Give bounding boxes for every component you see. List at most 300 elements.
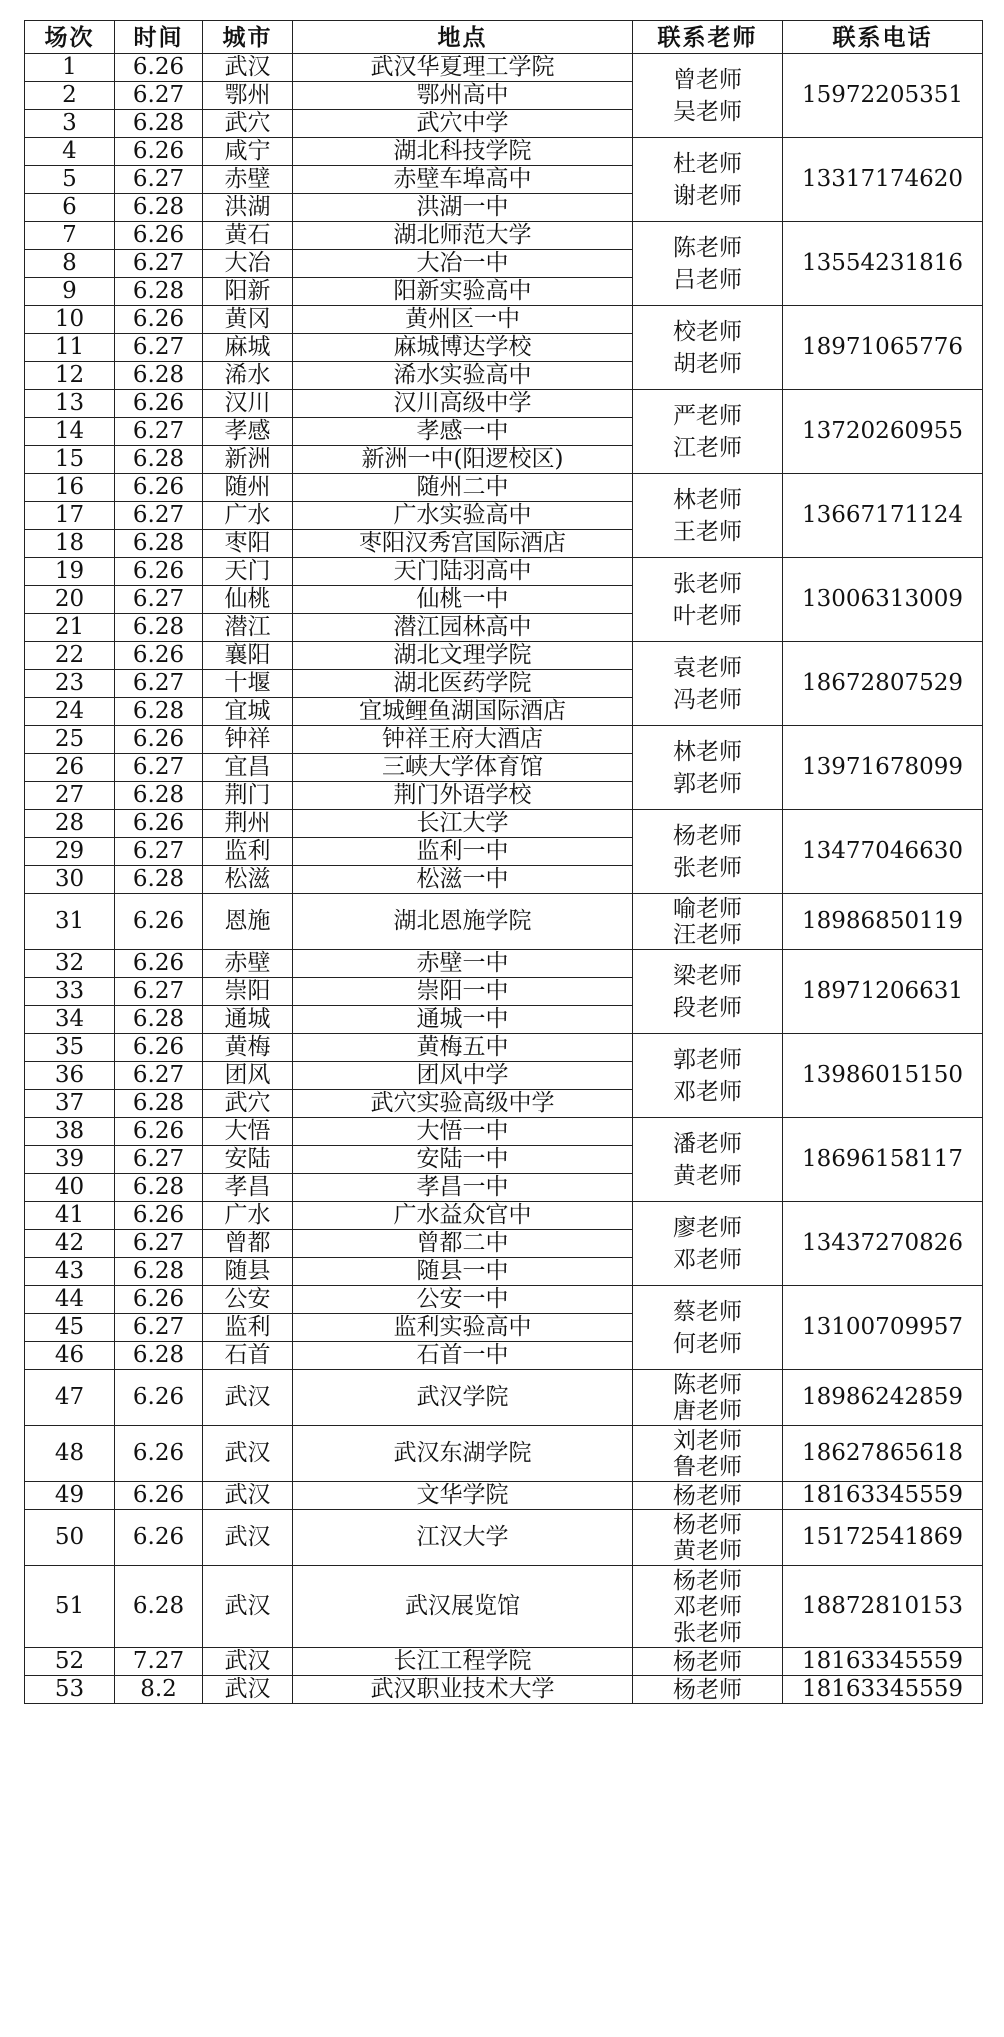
session-cell: 30 bbox=[25, 866, 115, 894]
city-cell: 广水 bbox=[203, 502, 293, 530]
date-cell: 6.28 bbox=[115, 782, 203, 810]
city-cell: 武汉 bbox=[203, 1510, 293, 1566]
session-cell: 49 bbox=[25, 1482, 115, 1510]
city-cell: 襄阳 bbox=[203, 642, 293, 670]
teacher-name: 林老师 bbox=[673, 738, 742, 765]
teacher-name: 汪老师 bbox=[673, 921, 742, 948]
teacher-name: 陈老师 bbox=[673, 1371, 742, 1398]
session-cell: 10 bbox=[25, 306, 115, 334]
city-cell: 浠水 bbox=[203, 362, 293, 390]
date-cell: 6.27 bbox=[115, 1146, 203, 1174]
city-cell: 恩施 bbox=[203, 894, 293, 950]
table-row bbox=[25, 1566, 983, 1648]
teacher-name: 张老师 bbox=[673, 1619, 742, 1646]
venue-cell: 团风中学 bbox=[293, 1062, 633, 1090]
venue-cell: 松滋一中 bbox=[293, 866, 633, 894]
venue-cell: 曾都二中 bbox=[293, 1230, 633, 1258]
date-cell: 6.26 bbox=[115, 726, 203, 754]
venue-cell: 监利一中 bbox=[293, 838, 633, 866]
session-cell: 8 bbox=[25, 250, 115, 278]
teacher-name: 曾老师 bbox=[673, 66, 742, 93]
table-row bbox=[25, 1648, 983, 1676]
venue-cell: 武汉东湖学院 bbox=[293, 1426, 633, 1482]
date-cell: 6.26 bbox=[115, 1482, 203, 1510]
venue-cell: 随州二中 bbox=[293, 474, 633, 502]
table-row bbox=[25, 54, 983, 82]
city-cell: 武汉 bbox=[203, 1426, 293, 1482]
venue-cell: 赤壁一中 bbox=[293, 950, 633, 978]
teacher-name: 邓老师 bbox=[673, 1078, 742, 1105]
session-cell: 48 bbox=[25, 1426, 115, 1482]
date-cell: 6.26 bbox=[115, 1034, 203, 1062]
contact-teachers-cell bbox=[633, 726, 783, 810]
venue-cell: 洪湖一中 bbox=[293, 194, 633, 222]
session-cell: 3 bbox=[25, 110, 115, 138]
city-cell: 赤壁 bbox=[203, 950, 293, 978]
date-cell: 8.2 bbox=[115, 1676, 203, 1704]
contact-teachers-cell bbox=[633, 474, 783, 558]
date-cell: 6.27 bbox=[115, 502, 203, 530]
date-cell: 6.27 bbox=[115, 838, 203, 866]
date-cell: 6.28 bbox=[115, 194, 203, 222]
city-cell: 随州 bbox=[203, 474, 293, 502]
contact-phone-cell: 18986242859 bbox=[783, 1370, 983, 1426]
teacher-name: 刘老师 bbox=[673, 1427, 742, 1454]
teacher-name: 黄老师 bbox=[673, 1537, 742, 1564]
header-venue: 地点 bbox=[293, 21, 633, 54]
date-cell: 6.26 bbox=[115, 950, 203, 978]
city-cell: 黄梅 bbox=[203, 1034, 293, 1062]
venue-cell: 武汉学院 bbox=[293, 1370, 633, 1426]
teacher-name: 叶老师 bbox=[673, 602, 742, 629]
contact-phone-cell: 13317174620 bbox=[783, 138, 983, 222]
table-row bbox=[25, 1286, 983, 1314]
date-cell: 6.28 bbox=[115, 1342, 203, 1370]
date-cell: 6.27 bbox=[115, 82, 203, 110]
contact-phone-cell: 18971206631 bbox=[783, 950, 983, 1034]
venue-cell: 鄂州高中 bbox=[293, 82, 633, 110]
session-cell: 9 bbox=[25, 278, 115, 306]
date-cell: 6.26 bbox=[115, 54, 203, 82]
table-row bbox=[25, 1370, 983, 1426]
date-cell: 6.27 bbox=[115, 166, 203, 194]
contact-phone-cell: 15972205351 bbox=[783, 54, 983, 138]
venue-cell: 浠水实验高中 bbox=[293, 362, 633, 390]
city-cell: 孝感 bbox=[203, 418, 293, 446]
venue-cell: 广水实验高中 bbox=[293, 502, 633, 530]
teacher-name: 邓老师 bbox=[673, 1246, 742, 1273]
venue-cell: 武汉展览馆 bbox=[293, 1566, 633, 1648]
session-cell: 39 bbox=[25, 1146, 115, 1174]
contact-phone-cell: 13477046630 bbox=[783, 810, 983, 894]
date-cell: 6.26 bbox=[115, 1286, 203, 1314]
city-cell: 阳新 bbox=[203, 278, 293, 306]
venue-cell: 三峡大学体育馆 bbox=[293, 754, 633, 782]
city-cell: 赤壁 bbox=[203, 166, 293, 194]
venue-cell: 文华学院 bbox=[293, 1482, 633, 1510]
city-cell: 崇阳 bbox=[203, 978, 293, 1006]
venue-cell: 宜城鲤鱼湖国际酒店 bbox=[293, 698, 633, 726]
venue-cell: 崇阳一中 bbox=[293, 978, 633, 1006]
contact-teachers-cell bbox=[633, 1510, 783, 1566]
contact-teachers-cell bbox=[633, 222, 783, 306]
contact-teachers-cell bbox=[633, 1370, 783, 1426]
session-cell: 35 bbox=[25, 1034, 115, 1062]
schedule-table bbox=[24, 20, 983, 1704]
venue-cell: 钟祥王府大酒店 bbox=[293, 726, 633, 754]
date-cell: 6.27 bbox=[115, 418, 203, 446]
city-cell: 安陆 bbox=[203, 1146, 293, 1174]
table-row bbox=[25, 1034, 983, 1062]
venue-cell: 孝昌一中 bbox=[293, 1174, 633, 1202]
table-row bbox=[25, 138, 983, 166]
date-cell: 6.26 bbox=[115, 474, 203, 502]
table-row bbox=[25, 894, 983, 950]
city-cell: 枣阳 bbox=[203, 530, 293, 558]
teacher-name: 何老师 bbox=[673, 1330, 742, 1357]
contact-teachers-cell bbox=[633, 810, 783, 894]
contact-teachers-cell bbox=[633, 950, 783, 1034]
date-cell: 6.28 bbox=[115, 530, 203, 558]
date-cell: 6.26 bbox=[115, 138, 203, 166]
session-cell: 50 bbox=[25, 1510, 115, 1566]
venue-cell: 随县一中 bbox=[293, 1258, 633, 1286]
table-row bbox=[25, 810, 983, 838]
teacher-name: 杨老师 bbox=[673, 1482, 742, 1509]
session-cell: 13 bbox=[25, 390, 115, 418]
session-cell: 34 bbox=[25, 1006, 115, 1034]
contact-phone-cell: 18696158117 bbox=[783, 1118, 983, 1202]
venue-cell: 湖北恩施学院 bbox=[293, 894, 633, 950]
venue-cell: 汉川高级中学 bbox=[293, 390, 633, 418]
city-cell: 黄冈 bbox=[203, 306, 293, 334]
date-cell: 6.26 bbox=[115, 894, 203, 950]
teacher-name: 唐老师 bbox=[673, 1397, 742, 1424]
contact-phone-cell: 18627865618 bbox=[783, 1426, 983, 1482]
date-cell: 6.26 bbox=[115, 1426, 203, 1482]
table-row bbox=[25, 950, 983, 978]
table-row bbox=[25, 1118, 983, 1146]
venue-cell: 广水益众官中 bbox=[293, 1202, 633, 1230]
teacher-name: 吕老师 bbox=[673, 266, 742, 293]
date-cell: 6.27 bbox=[115, 978, 203, 1006]
city-cell: 武汉 bbox=[203, 1370, 293, 1426]
teacher-name: 张老师 bbox=[673, 570, 742, 597]
date-cell: 6.28 bbox=[115, 866, 203, 894]
date-cell: 6.27 bbox=[115, 754, 203, 782]
session-cell: 18 bbox=[25, 530, 115, 558]
session-cell: 24 bbox=[25, 698, 115, 726]
contact-teachers-cell bbox=[633, 390, 783, 474]
teacher-name: 鲁老师 bbox=[673, 1453, 742, 1480]
city-cell: 通城 bbox=[203, 1006, 293, 1034]
teacher-name: 邓老师 bbox=[673, 1593, 742, 1620]
venue-cell: 黄州区一中 bbox=[293, 306, 633, 334]
teacher-name: 杨老师 bbox=[673, 822, 742, 849]
teacher-name: 王老师 bbox=[673, 518, 742, 545]
date-cell: 6.28 bbox=[115, 278, 203, 306]
table-row bbox=[25, 726, 983, 754]
contact-teachers-cell bbox=[633, 1482, 783, 1510]
teacher-name: 袁老师 bbox=[673, 654, 742, 681]
contact-phone-cell: 13986015150 bbox=[783, 1034, 983, 1118]
teacher-name: 杨老师 bbox=[673, 1511, 742, 1538]
city-cell: 曾都 bbox=[203, 1230, 293, 1258]
session-cell: 51 bbox=[25, 1566, 115, 1648]
date-cell: 6.26 bbox=[115, 810, 203, 838]
date-cell: 6.28 bbox=[115, 614, 203, 642]
session-cell: 33 bbox=[25, 978, 115, 1006]
date-cell: 6.27 bbox=[115, 1230, 203, 1258]
table-row bbox=[25, 222, 983, 250]
teacher-name: 蔡老师 bbox=[673, 1298, 742, 1325]
teacher-name: 廖老师 bbox=[673, 1214, 742, 1241]
session-cell: 25 bbox=[25, 726, 115, 754]
contact-phone-cell: 13667171124 bbox=[783, 474, 983, 558]
contact-teachers-cell bbox=[633, 642, 783, 726]
venue-cell: 孝感一中 bbox=[293, 418, 633, 446]
teacher-name: 吴老师 bbox=[673, 98, 742, 125]
session-cell: 15 bbox=[25, 446, 115, 474]
venue-cell: 武穴实验高级中学 bbox=[293, 1090, 633, 1118]
venue-cell: 武汉职业技术大学 bbox=[293, 1676, 633, 1704]
city-cell: 武穴 bbox=[203, 1090, 293, 1118]
city-cell: 武汉 bbox=[203, 1676, 293, 1704]
contact-phone-cell: 18872810153 bbox=[783, 1566, 983, 1648]
venue-cell: 安陆一中 bbox=[293, 1146, 633, 1174]
venue-cell: 麻城博达学校 bbox=[293, 334, 633, 362]
contact-teachers-cell bbox=[633, 1676, 783, 1704]
session-cell: 40 bbox=[25, 1174, 115, 1202]
city-cell: 十堰 bbox=[203, 670, 293, 698]
city-cell: 大悟 bbox=[203, 1118, 293, 1146]
city-cell: 新洲 bbox=[203, 446, 293, 474]
city-cell: 仙桃 bbox=[203, 586, 293, 614]
city-cell: 公安 bbox=[203, 1286, 293, 1314]
city-cell: 武汉 bbox=[203, 1566, 293, 1648]
date-cell: 6.26 bbox=[115, 642, 203, 670]
table-row bbox=[25, 558, 983, 586]
date-cell: 6.26 bbox=[115, 1202, 203, 1230]
contact-phone-cell: 18163345559 bbox=[783, 1648, 983, 1676]
date-cell: 6.27 bbox=[115, 1314, 203, 1342]
contact-phone-cell: 18672807529 bbox=[783, 642, 983, 726]
session-cell: 27 bbox=[25, 782, 115, 810]
session-cell: 5 bbox=[25, 166, 115, 194]
venue-cell: 湖北科技学院 bbox=[293, 138, 633, 166]
city-cell: 荆州 bbox=[203, 810, 293, 838]
teacher-name: 胡老师 bbox=[673, 350, 742, 377]
venue-cell: 监利实验高中 bbox=[293, 1314, 633, 1342]
session-cell: 45 bbox=[25, 1314, 115, 1342]
city-cell: 鄂州 bbox=[203, 82, 293, 110]
venue-cell: 长江大学 bbox=[293, 810, 633, 838]
table-row bbox=[25, 1482, 983, 1510]
contact-phone-cell: 15172541869 bbox=[783, 1510, 983, 1566]
city-cell: 咸宁 bbox=[203, 138, 293, 166]
session-cell: 28 bbox=[25, 810, 115, 838]
table-row bbox=[25, 390, 983, 418]
session-cell: 2 bbox=[25, 82, 115, 110]
contact-teachers-cell bbox=[633, 1202, 783, 1286]
date-cell: 6.26 bbox=[115, 558, 203, 586]
contact-phone-cell: 13006313009 bbox=[783, 558, 983, 642]
venue-cell: 大冶一中 bbox=[293, 250, 633, 278]
contact-teachers-cell bbox=[633, 1566, 783, 1648]
teacher-name: 杨老师 bbox=[673, 1567, 742, 1594]
city-cell: 广水 bbox=[203, 1202, 293, 1230]
venue-cell: 大悟一中 bbox=[293, 1118, 633, 1146]
city-cell: 松滋 bbox=[203, 866, 293, 894]
venue-cell: 长江工程学院 bbox=[293, 1648, 633, 1676]
header-city: 城市 bbox=[203, 21, 293, 54]
session-cell: 37 bbox=[25, 1090, 115, 1118]
contact-phone-cell: 18986850119 bbox=[783, 894, 983, 950]
header-date: 时间 bbox=[115, 21, 203, 54]
contact-teachers-cell bbox=[633, 558, 783, 642]
contact-teachers-cell bbox=[633, 138, 783, 222]
date-cell: 7.27 bbox=[115, 1648, 203, 1676]
session-cell: 38 bbox=[25, 1118, 115, 1146]
venue-cell: 仙桃一中 bbox=[293, 586, 633, 614]
date-cell: 6.26 bbox=[115, 1370, 203, 1426]
contact-teachers-cell bbox=[633, 306, 783, 390]
city-cell: 随县 bbox=[203, 1258, 293, 1286]
header-session: 场次 bbox=[25, 21, 115, 54]
city-cell: 团风 bbox=[203, 1062, 293, 1090]
date-cell: 6.28 bbox=[115, 1174, 203, 1202]
date-cell: 6.28 bbox=[115, 1090, 203, 1118]
venue-cell: 阳新实验高中 bbox=[293, 278, 633, 306]
date-cell: 6.28 bbox=[115, 1258, 203, 1286]
teacher-name: 林老师 bbox=[673, 486, 742, 513]
venue-cell: 潜江园林高中 bbox=[293, 614, 633, 642]
table-row bbox=[25, 642, 983, 670]
teacher-name: 潘老师 bbox=[673, 1130, 742, 1157]
contact-phone-cell: 13437270826 bbox=[783, 1202, 983, 1286]
session-cell: 12 bbox=[25, 362, 115, 390]
teacher-name: 杨老师 bbox=[673, 1648, 742, 1675]
session-cell: 6 bbox=[25, 194, 115, 222]
city-cell: 大冶 bbox=[203, 250, 293, 278]
venue-cell: 公安一中 bbox=[293, 1286, 633, 1314]
date-cell: 6.28 bbox=[115, 1006, 203, 1034]
session-cell: 19 bbox=[25, 558, 115, 586]
venue-cell: 枣阳汉秀宫国际酒店 bbox=[293, 530, 633, 558]
teacher-name: 郭老师 bbox=[673, 770, 742, 797]
teacher-name: 黄老师 bbox=[673, 1162, 742, 1189]
session-cell: 43 bbox=[25, 1258, 115, 1286]
session-cell: 46 bbox=[25, 1342, 115, 1370]
city-cell: 潜江 bbox=[203, 614, 293, 642]
teacher-name: 梁老师 bbox=[673, 962, 742, 989]
table-row bbox=[25, 1202, 983, 1230]
city-cell: 汉川 bbox=[203, 390, 293, 418]
city-cell: 石首 bbox=[203, 1342, 293, 1370]
contact-phone-cell: 13554231816 bbox=[783, 222, 983, 306]
venue-cell: 天门陆羽高中 bbox=[293, 558, 633, 586]
city-cell: 武汉 bbox=[203, 1482, 293, 1510]
teacher-name: 江老师 bbox=[673, 434, 742, 461]
teacher-name: 段老师 bbox=[673, 994, 742, 1021]
session-cell: 14 bbox=[25, 418, 115, 446]
date-cell: 6.27 bbox=[115, 1062, 203, 1090]
contact-teachers-cell bbox=[633, 1286, 783, 1370]
date-cell: 6.26 bbox=[115, 1118, 203, 1146]
date-cell: 6.28 bbox=[115, 1566, 203, 1648]
session-cell: 53 bbox=[25, 1676, 115, 1704]
table-row bbox=[25, 306, 983, 334]
venue-cell: 湖北师范大学 bbox=[293, 222, 633, 250]
contact-phone-cell: 13971678099 bbox=[783, 726, 983, 810]
city-cell: 监利 bbox=[203, 1314, 293, 1342]
table-row bbox=[25, 1676, 983, 1704]
venue-cell: 通城一中 bbox=[293, 1006, 633, 1034]
session-cell: 52 bbox=[25, 1648, 115, 1676]
session-cell: 42 bbox=[25, 1230, 115, 1258]
venue-cell: 新洲一中(阳逻校区) bbox=[293, 446, 633, 474]
date-cell: 6.28 bbox=[115, 446, 203, 474]
session-cell: 36 bbox=[25, 1062, 115, 1090]
session-cell: 11 bbox=[25, 334, 115, 362]
teacher-name: 杨老师 bbox=[673, 1676, 742, 1703]
teacher-name: 杜老师 bbox=[673, 150, 742, 177]
date-cell: 6.27 bbox=[115, 334, 203, 362]
date-cell: 6.26 bbox=[115, 390, 203, 418]
session-cell: 47 bbox=[25, 1370, 115, 1426]
table-row bbox=[25, 474, 983, 502]
contact-phone-cell: 13100709957 bbox=[783, 1286, 983, 1370]
city-cell: 宜昌 bbox=[203, 754, 293, 782]
session-cell: 22 bbox=[25, 642, 115, 670]
date-cell: 6.26 bbox=[115, 1510, 203, 1566]
session-cell: 32 bbox=[25, 950, 115, 978]
contact-teachers-cell bbox=[633, 894, 783, 950]
schedule-body bbox=[25, 54, 983, 1704]
date-cell: 6.28 bbox=[115, 362, 203, 390]
city-cell: 麻城 bbox=[203, 334, 293, 362]
date-cell: 6.27 bbox=[115, 586, 203, 614]
session-cell: 31 bbox=[25, 894, 115, 950]
city-cell: 天门 bbox=[203, 558, 293, 586]
teacher-name: 郭老师 bbox=[673, 1046, 742, 1073]
date-cell: 6.26 bbox=[115, 306, 203, 334]
teacher-name: 陈老师 bbox=[673, 234, 742, 261]
teacher-name: 张老师 bbox=[673, 854, 742, 881]
venue-cell: 荆门外语学校 bbox=[293, 782, 633, 810]
contact-phone-cell: 18163345559 bbox=[783, 1482, 983, 1510]
contact-teachers-cell bbox=[633, 1426, 783, 1482]
teacher-name: 严老师 bbox=[673, 402, 742, 429]
date-cell: 6.28 bbox=[115, 110, 203, 138]
city-cell: 钟祥 bbox=[203, 726, 293, 754]
contact-phone-cell: 18971065776 bbox=[783, 306, 983, 390]
session-cell: 26 bbox=[25, 754, 115, 782]
teacher-name: 喻老师 bbox=[673, 895, 742, 922]
city-cell: 洪湖 bbox=[203, 194, 293, 222]
venue-cell: 武汉华夏理工学院 bbox=[293, 54, 633, 82]
session-cell: 29 bbox=[25, 838, 115, 866]
venue-cell: 江汉大学 bbox=[293, 1510, 633, 1566]
session-cell: 17 bbox=[25, 502, 115, 530]
venue-cell: 赤壁车埠高中 bbox=[293, 166, 633, 194]
contact-teachers-cell bbox=[633, 1648, 783, 1676]
table-row bbox=[25, 1426, 983, 1482]
venue-cell: 湖北文理学院 bbox=[293, 642, 633, 670]
date-cell: 6.26 bbox=[115, 222, 203, 250]
date-cell: 6.27 bbox=[115, 250, 203, 278]
date-cell: 6.28 bbox=[115, 698, 203, 726]
